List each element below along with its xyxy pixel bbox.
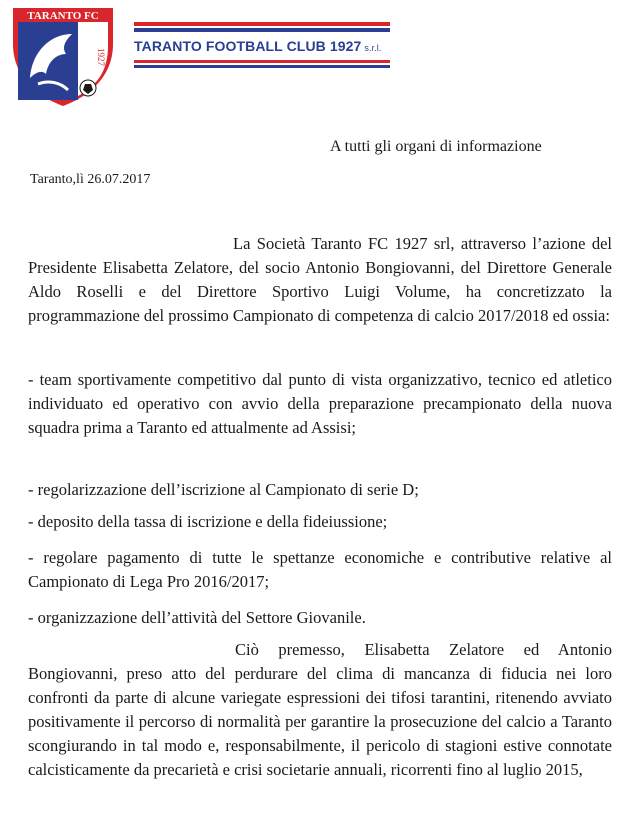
intro-paragraph: La Società Taranto FC 1927 srl, attraverso l’azione del Presidente Elisabetta Zelatore, del socio Antonio Bongiovanni, del Direttore Generale Aldo Roselli e del Direttore Sportivo Luigi Volume, ha concretizzato la programmazione del prossimo Campionato di competenza di calcio 2017/2018 ed ossia: [28,234,612,325]
header-rule-red [134,60,390,63]
letter-date: Taranto,lì 26.07.2017 [30,172,151,187]
list-item: - organizzazione dell’attività del Settore Giovanile. [28,608,366,627]
closing-paragraph: Ciò premesso, Elisabetta Zelatore ed Antonio Bongiovanni, preso atto del perdurare del clima di mancanza di fiducia nei loro confronti da parte di alcune variegate espressioni dei tifosi tarantini, ritenendo avviato positivamente il percorso di normalità per garantire la prosecuzione del calcio a Taranto scongiurando in tal modo e, responsabilmente, il pericolo di stagioni estive connotate calcisticamente da precarietà e crisi societarie annuali, ricorrenti fino al luglio 2015, [28,640,612,779]
logo-year: 1927 [96,48,106,66]
header-top-rule [134,22,390,32]
header-rule-blue [134,65,390,68]
list-item: - team sportivamente competitivo dal punto di vista organizzativo, tecnico ed atletico individuato ed operativo con avvio della preparazione precampionato della nuova squadra prima a Taranto ed attualmente ad Assisi; [28,370,612,437]
list-item: - regolare pagamento di tutte le spettanze economiche e contributive relative al Campionato di Lega Pro 2016/2017; [28,548,612,591]
club-name-text: TARANTO FOOTBALL CLUB 1927 [134,38,362,54]
list-item: - deposito della tassa di iscrizione e della fideiussione; [28,512,388,531]
club-name [134,38,382,54]
list-item: - regolarizzazione dell’iscrizione al Campionato di serie D; [28,480,419,499]
club-suffix: s.r.l. [364,43,382,53]
logo-text: TARANTO FC [27,10,99,22]
taranto-fc-logo [8,4,118,108]
recipient-line: A tutti gli organi di informazione [330,138,542,155]
